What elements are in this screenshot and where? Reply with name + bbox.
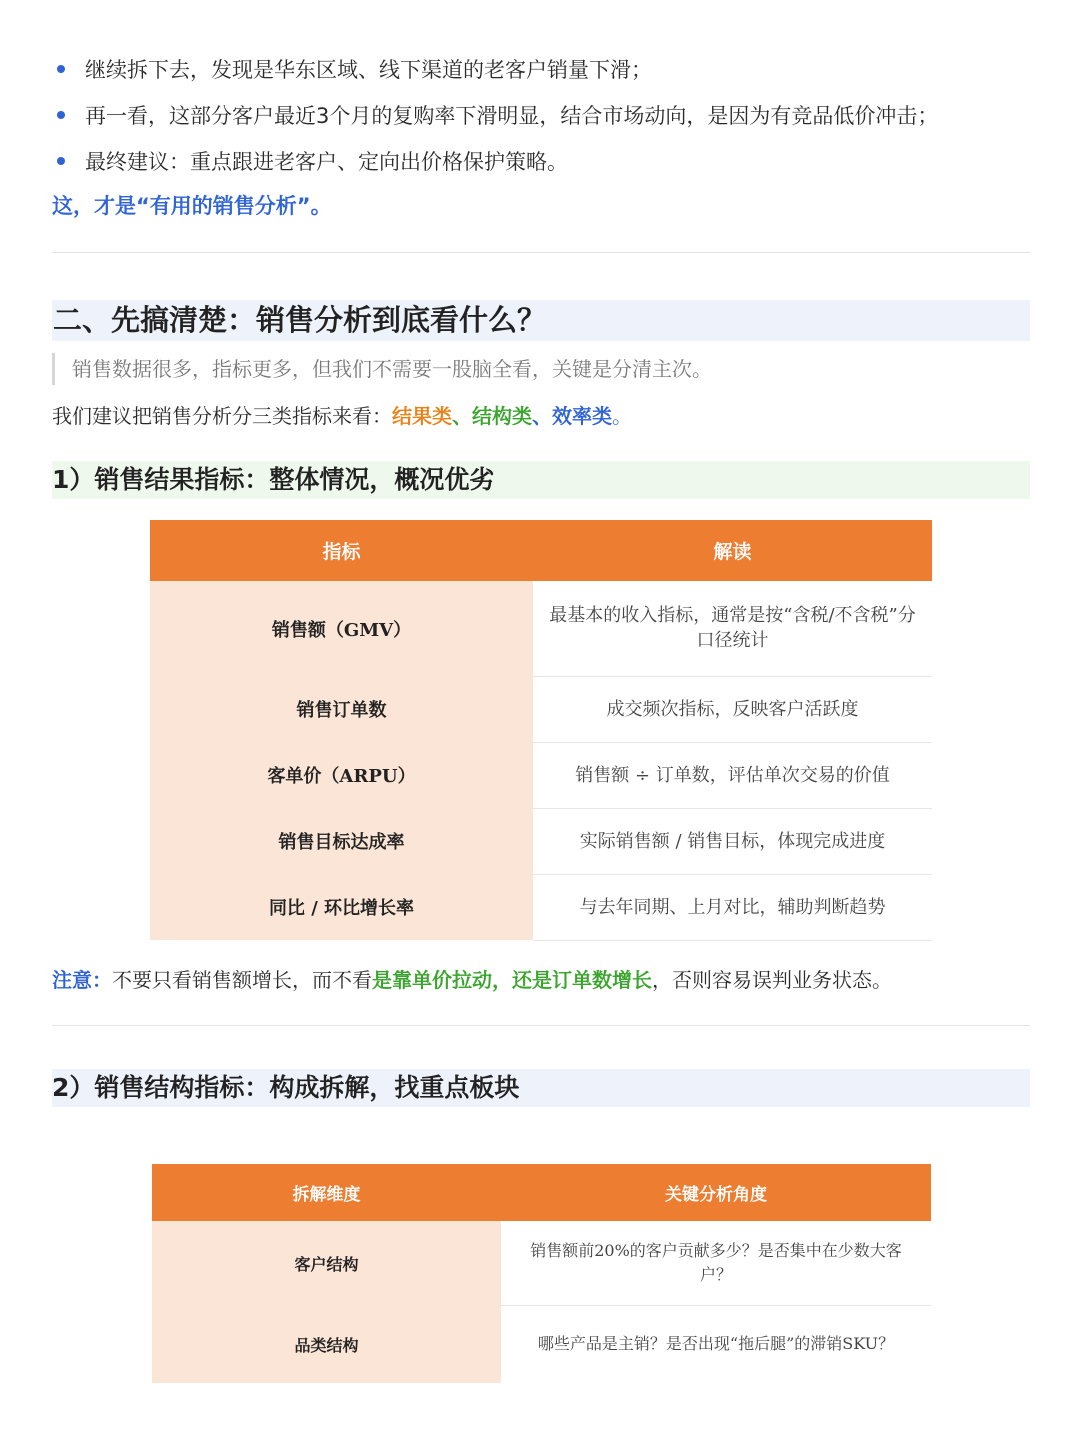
table-row — [150, 808, 932, 874]
structure-metrics-table — [152, 1164, 931, 1383]
description-cell: 与去年同期、上月对比，辅助判断趋势 — [533, 874, 932, 940]
dimension-cell: 客户结构 — [152, 1221, 501, 1305]
subsection-heading-result: 1）销售结果指标：整体情况，概况优劣 — [52, 461, 1030, 499]
category-result: 结果类 — [392, 404, 452, 428]
subsection-heading-structure: 2）销售结构指标：构成拆解，找重点板块 — [52, 1069, 1030, 1107]
list-item — [52, 46, 1032, 92]
analysis-angle-cell: 销售额前20%的客户贡献多少？是否集中在少数大客户？ — [501, 1221, 931, 1305]
table-row — [152, 1305, 931, 1383]
divider — [52, 252, 1030, 253]
note-text: ，否则容易误判业务状态。 — [652, 968, 892, 992]
column-header: 指标 — [150, 520, 533, 581]
emphasis-statement: 这，才是“有用的销售分析”。 — [52, 194, 332, 218]
result-metrics-table — [150, 520, 932, 941]
bullet-text: 最终建议：重点跟进老客户、定向出价格保护策略。 — [85, 150, 568, 174]
table-header-row — [150, 520, 932, 581]
divider — [52, 1025, 1030, 1026]
table-row — [150, 581, 932, 676]
table-header-row — [152, 1164, 931, 1221]
table-row — [150, 742, 932, 808]
column-header: 解读 — [533, 520, 932, 581]
metric-cell: 同比 / 环比增长率 — [150, 874, 533, 940]
bullet-text: 再一看，这部分客户最近3个月的复购率下滑明显，结合市场动向，是因为有竞品低价冲击； — [85, 104, 939, 128]
table-row — [150, 874, 932, 940]
table-row — [150, 676, 932, 742]
note-text: 不要只看销售额增长，而不看 — [112, 968, 372, 992]
bullet-dot-icon — [57, 157, 65, 165]
intro-prefix: 我们建议把销售分析分三类指标来看： — [52, 404, 392, 428]
description-cell: 实际销售额 / 销售目标，体现完成进度 — [533, 808, 932, 874]
category-structure: 结构类 — [472, 404, 532, 428]
category-separator: 、 — [532, 404, 552, 428]
note-label: 注意： — [52, 968, 112, 992]
blockquote: 销售数据很多，指标更多，但我们不需要一股脑全看，关键是分清主次。 — [52, 353, 712, 385]
description-cell: 销售额 ÷ 订单数，评估单次交易的价值 — [533, 742, 932, 808]
bullet-dot-icon — [57, 65, 65, 73]
table-row — [152, 1221, 931, 1305]
category-efficiency: 效率类 — [552, 404, 612, 428]
dimension-cell: 品类结构 — [152, 1305, 501, 1383]
list-item — [52, 138, 1032, 184]
category-separator: 、 — [452, 404, 472, 428]
bullet-text: 继续拆下去，发现是华东区域、线下渠道的老客户销量下滑； — [85, 58, 652, 82]
column-header: 关键分析角度 — [501, 1164, 931, 1221]
description-cell: 最基本的收入指标，通常是按“含税/不含税”分口径统计 — [533, 581, 932, 676]
metric-cell: 销售目标达成率 — [150, 808, 533, 874]
analysis-angle-cell: 哪些产品是主销？是否出现“拖后腿”的滞销SKU？ — [501, 1305, 931, 1383]
intro-suffix: 。 — [612, 404, 632, 428]
section-heading: 二、先搞清楚：销售分析到底看什么？ — [52, 300, 1030, 341]
metric-cell: 客单价（ARPU） — [150, 742, 533, 808]
note-highlight: 是靠单价拉动，还是订单数增长 — [372, 968, 652, 992]
metric-cell: 销售额（GMV） — [150, 581, 533, 676]
description-cell: 成交频次指标，反映客户活跃度 — [533, 676, 932, 742]
intro-paragraph — [52, 400, 632, 432]
metric-cell: 销售订单数 — [150, 676, 533, 742]
note-paragraph — [52, 963, 892, 997]
list-item — [52, 92, 1032, 138]
bullet-dot-icon — [57, 111, 65, 119]
column-header: 拆解维度 — [152, 1164, 501, 1221]
bullet-list — [52, 46, 1032, 184]
